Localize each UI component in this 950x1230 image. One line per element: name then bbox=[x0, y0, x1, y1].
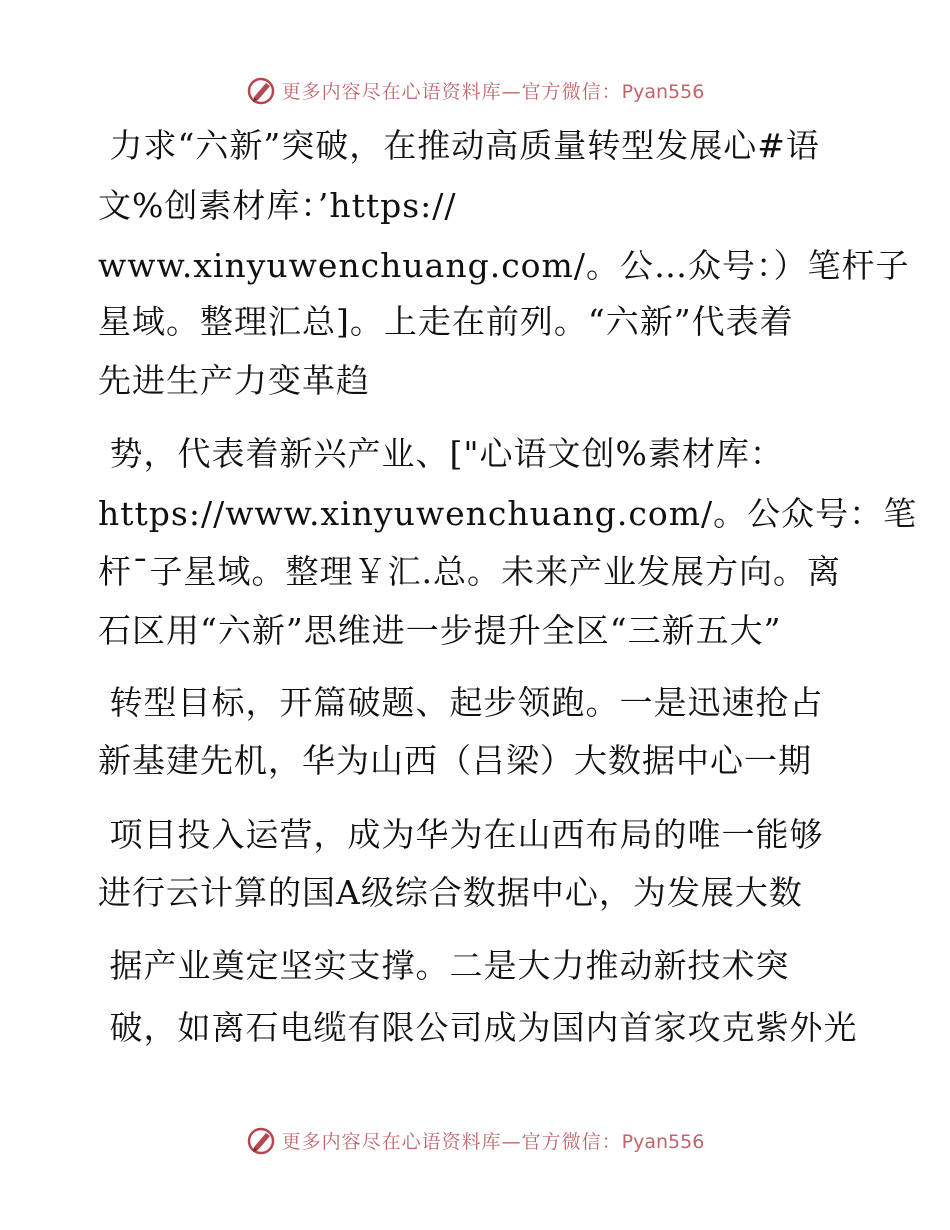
text-line: www.xinyuwenchuang.com/。公…众号：）笔杆子 bbox=[98, 246, 910, 285]
footer-watermark bbox=[0, 1120, 950, 1160]
text-line: 转型目标，开篇破题、起步领跑。一是迅速抢占 bbox=[98, 683, 824, 722]
text-line: https://www.xinyuwenchuang.com/。公众号：笔 bbox=[98, 494, 918, 533]
watermark-text: 更多内容尽在心语资料库—官方微信：Pyan556 bbox=[281, 80, 705, 103]
text-line: 势，代表着新兴产业、["心语文创%素材库： bbox=[98, 434, 784, 473]
text-line: 新基建先机，华为山西（吕梁）大数据中心一期 bbox=[98, 741, 812, 780]
text-line: 先进生产力变革趋 bbox=[98, 361, 370, 400]
text-line: 力求“六新”突破，在推动高质量转型发展心#语 bbox=[98, 126, 820, 165]
text-line: 星域。整理汇总]。上走在前列。“六新”代表着 bbox=[98, 302, 794, 341]
text-line: 进行云计算的国A级综合数据中心，为发展大数 bbox=[98, 873, 803, 912]
text-line: 据产业奠定坚实支撑。二是大力推动新技术突 bbox=[98, 946, 790, 985]
text-line: 石区用“六新”思维进一步提升全区“三新五大” bbox=[98, 611, 782, 650]
text-line: 杆¯子星域。整理￥汇.总。未来产业发展方向。离 bbox=[98, 552, 841, 591]
text-line: 项目投入运营，成为华为在山西布局的唯一能够 bbox=[98, 815, 824, 854]
watermark-text: 更多内容尽在心语资料库—官方微信：Pyan556 bbox=[281, 1130, 705, 1153]
text-line: 文%创素材库：’https:// bbox=[98, 186, 457, 225]
pen-logo-icon bbox=[246, 1125, 276, 1155]
text-line: 破，如离石电缆有限公司成为国内首家攻克紫外光 bbox=[98, 1008, 858, 1047]
